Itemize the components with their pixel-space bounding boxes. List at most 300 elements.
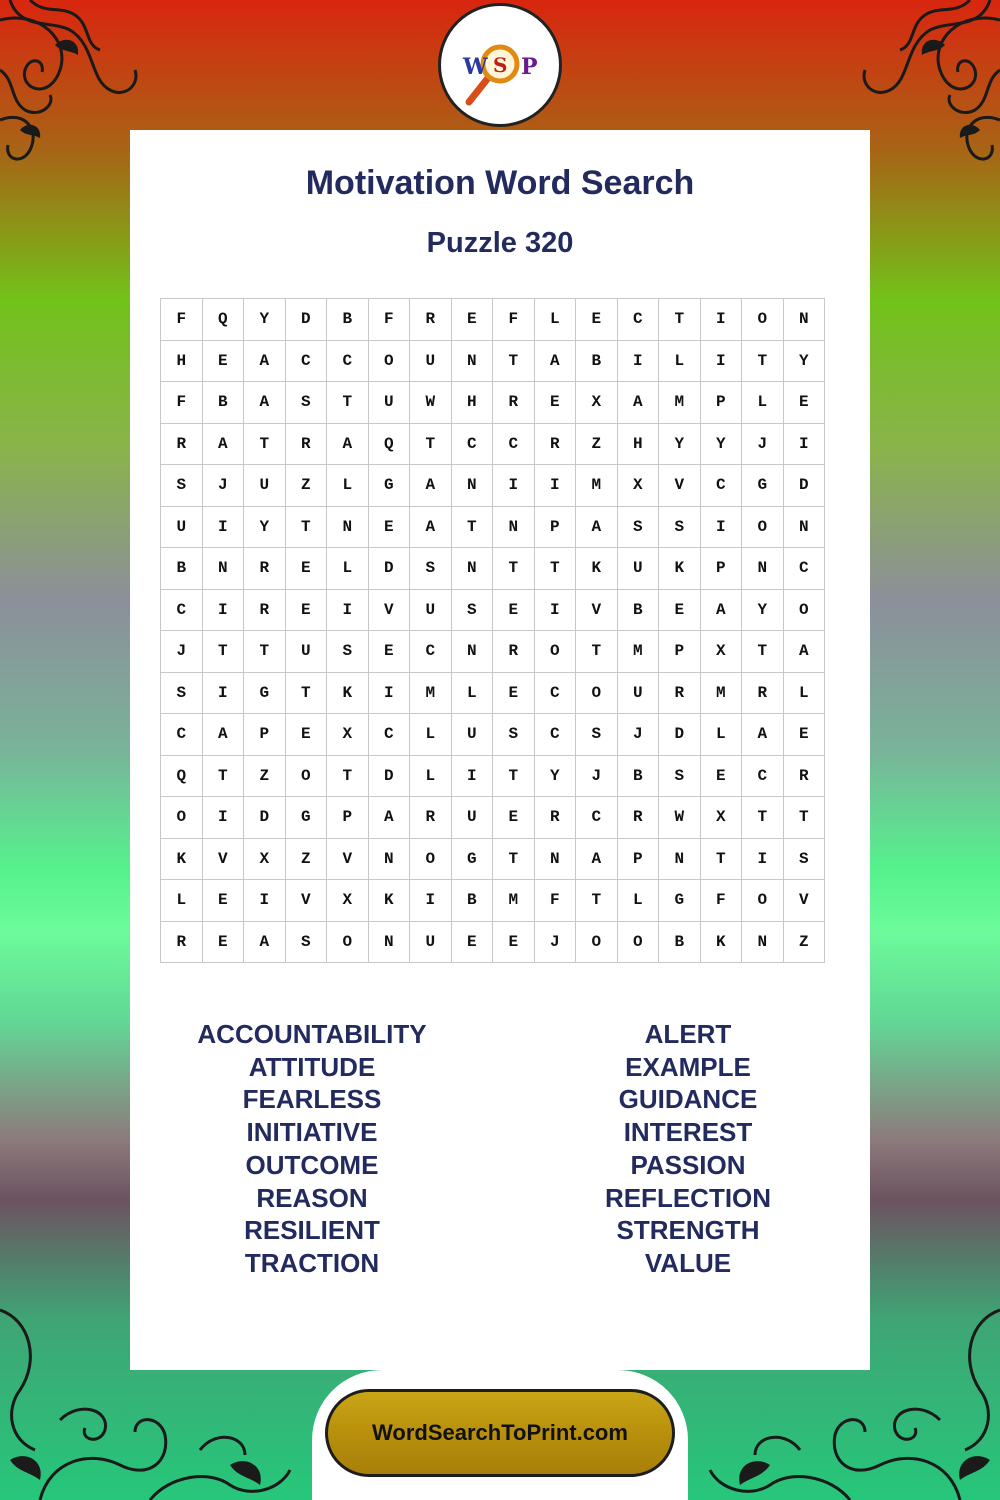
grid-cell[interactable]: R bbox=[493, 382, 535, 424]
grid-cell[interactable]: Y bbox=[534, 755, 576, 797]
grid-cell[interactable]: N bbox=[783, 299, 825, 341]
grid-row bbox=[161, 299, 825, 341]
grid-cell[interactable]: W bbox=[659, 797, 701, 839]
grid-cell[interactable]: E bbox=[659, 589, 701, 631]
grid-cell[interactable]: F bbox=[534, 880, 576, 922]
grid-cell[interactable]: A bbox=[410, 465, 452, 507]
grid-cell[interactable]: P bbox=[659, 631, 701, 673]
grid-cell[interactable]: C bbox=[410, 631, 452, 673]
grid-cell[interactable]: E bbox=[783, 382, 825, 424]
grid-row bbox=[161, 465, 825, 507]
grid-cell[interactable]: S bbox=[285, 921, 327, 963]
grid-cell[interactable]: N bbox=[451, 340, 493, 382]
word-item: EXAMPLE bbox=[625, 1051, 751, 1082]
grid-cell[interactable]: R bbox=[617, 797, 659, 839]
grid-cell[interactable]: B bbox=[617, 589, 659, 631]
grid-cell[interactable]: T bbox=[783, 797, 825, 839]
grid-cell[interactable]: S bbox=[783, 838, 825, 880]
word-item: ALERT bbox=[644, 1019, 732, 1049]
grid-cell[interactable]: N bbox=[534, 838, 576, 880]
grid-cell[interactable]: B bbox=[202, 382, 244, 424]
grid-cell[interactable]: C bbox=[617, 299, 659, 341]
grid-cell[interactable]: O bbox=[161, 797, 203, 839]
letter-grid bbox=[160, 298, 825, 963]
puzzle-panel bbox=[130, 130, 870, 1370]
grid-cell[interactable]: X bbox=[327, 880, 369, 922]
grid-cell[interactable]: A bbox=[244, 382, 286, 424]
logo-letter-p: P bbox=[521, 54, 538, 80]
grid-cell[interactable]: I bbox=[700, 299, 742, 341]
grid-cell[interactable]: Z bbox=[285, 838, 327, 880]
grid-cell[interactable]: O bbox=[576, 921, 618, 963]
grid-cell[interactable]: E bbox=[451, 921, 493, 963]
grid-cell[interactable]: R bbox=[244, 548, 286, 590]
grid-cell[interactable]: V bbox=[576, 589, 618, 631]
grid-cell[interactable]: T bbox=[493, 340, 535, 382]
grid-cell[interactable]: A bbox=[576, 506, 618, 548]
grid-cell[interactable]: L bbox=[700, 714, 742, 756]
grid-cell[interactable]: S bbox=[493, 714, 535, 756]
grid-cell[interactable]: R bbox=[534, 423, 576, 465]
grid-cell[interactable]: V bbox=[659, 465, 701, 507]
grid-cell[interactable]: H bbox=[617, 423, 659, 465]
grid-cell[interactable]: T bbox=[410, 423, 452, 465]
grid-row bbox=[161, 755, 825, 797]
grid-cell[interactable]: O bbox=[534, 631, 576, 673]
grid-row bbox=[161, 340, 825, 382]
grid-cell[interactable]: A bbox=[244, 340, 286, 382]
grid-cell[interactable]: A bbox=[410, 506, 452, 548]
page-title: Motivation Word Search bbox=[305, 164, 695, 202]
grid-cell[interactable]: E bbox=[493, 589, 535, 631]
grid-cell[interactable]: C bbox=[368, 714, 410, 756]
grid-cell[interactable]: T bbox=[700, 838, 742, 880]
grid-cell[interactable]: A bbox=[617, 382, 659, 424]
logo-letter-s: S bbox=[493, 53, 508, 77]
grid-cell[interactable]: I bbox=[700, 506, 742, 548]
grid-cell[interactable]: T bbox=[202, 631, 244, 673]
grid-cell[interactable]: D bbox=[285, 299, 327, 341]
grid-cell[interactable]: K bbox=[327, 672, 369, 714]
grid-cell[interactable]: Y bbox=[783, 340, 825, 382]
grid-cell[interactable]: E bbox=[202, 921, 244, 963]
grid-cell[interactable]: Z bbox=[244, 755, 286, 797]
grid-cell[interactable]: A bbox=[244, 921, 286, 963]
grid-cell[interactable]: U bbox=[410, 340, 452, 382]
grid-cell[interactable]: L bbox=[161, 880, 203, 922]
grid-cell[interactable]: P bbox=[327, 797, 369, 839]
grid-cell[interactable]: L bbox=[327, 465, 369, 507]
grid-cell[interactable]: A bbox=[700, 589, 742, 631]
grid-cell[interactable]: C bbox=[742, 755, 784, 797]
grid-cell[interactable]: U bbox=[617, 548, 659, 590]
grid-cell[interactable]: B bbox=[161, 548, 203, 590]
word-list-right bbox=[538, 1018, 838, 1280]
grid-cell[interactable]: I bbox=[451, 755, 493, 797]
grid-cell[interactable]: C bbox=[285, 340, 327, 382]
grid-cell[interactable]: U bbox=[161, 506, 203, 548]
word-item: VALUE bbox=[644, 1247, 732, 1278]
grid-cell[interactable]: R bbox=[161, 423, 203, 465]
grid-cell[interactable]: L bbox=[451, 672, 493, 714]
grid-cell[interactable]: Y bbox=[244, 299, 286, 341]
grid-cell[interactable]: R bbox=[285, 423, 327, 465]
grid-row bbox=[161, 589, 825, 631]
grid-cell[interactable]: W bbox=[410, 382, 452, 424]
grid-cell[interactable]: B bbox=[659, 921, 701, 963]
grid-cell[interactable]: T bbox=[493, 548, 535, 590]
grid-cell[interactable]: K bbox=[700, 921, 742, 963]
puzzle-number: Puzzle 320 bbox=[426, 227, 574, 259]
grid-cell[interactable]: N bbox=[783, 506, 825, 548]
grid-cell[interactable]: G bbox=[368, 465, 410, 507]
grid-cell[interactable]: B bbox=[451, 880, 493, 922]
grid-cell[interactable]: L bbox=[534, 299, 576, 341]
grid-cell[interactable]: L bbox=[783, 672, 825, 714]
grid-cell[interactable]: L bbox=[617, 880, 659, 922]
grid-cell[interactable]: K bbox=[576, 548, 618, 590]
grid-cell[interactable]: N bbox=[202, 548, 244, 590]
grid-cell[interactable]: N bbox=[368, 921, 410, 963]
grid-cell[interactable]: K bbox=[161, 838, 203, 880]
grid-cell[interactable]: T bbox=[742, 797, 784, 839]
grid-cell[interactable]: V bbox=[202, 838, 244, 880]
grid-cell[interactable]: T bbox=[493, 838, 535, 880]
grid-cell[interactable]: P bbox=[617, 838, 659, 880]
grid-cell[interactable]: R bbox=[783, 755, 825, 797]
word-item: RESILIENT bbox=[244, 1215, 380, 1246]
grid-cell[interactable]: G bbox=[451, 838, 493, 880]
grid-cell[interactable]: O bbox=[576, 672, 618, 714]
grid-cell[interactable]: I bbox=[202, 672, 244, 714]
grid-cell[interactable]: E bbox=[202, 880, 244, 922]
grid-cell[interactable]: O bbox=[742, 880, 784, 922]
grid-cell[interactable]: C bbox=[161, 589, 203, 631]
grid-cell[interactable]: X bbox=[576, 382, 618, 424]
grid-cell[interactable]: L bbox=[742, 382, 784, 424]
grid-cell[interactable]: N bbox=[659, 838, 701, 880]
grid-cell[interactable]: S bbox=[659, 506, 701, 548]
grid-cell[interactable]: N bbox=[368, 838, 410, 880]
grid-cell[interactable]: T bbox=[244, 631, 286, 673]
grid-cell[interactable]: L bbox=[410, 755, 452, 797]
grid-cell[interactable]: O bbox=[327, 921, 369, 963]
grid-cell[interactable]: P bbox=[244, 714, 286, 756]
grid-cell[interactable]: N bbox=[742, 921, 784, 963]
word-list-left bbox=[162, 1018, 462, 1280]
grid-row bbox=[161, 797, 825, 839]
grid-cell[interactable]: S bbox=[659, 755, 701, 797]
word-item: OUTCOME bbox=[245, 1149, 379, 1180]
grid-cell[interactable]: G bbox=[659, 880, 701, 922]
grid-cell[interactable]: F bbox=[161, 382, 203, 424]
grid-cell[interactable]: H bbox=[451, 382, 493, 424]
grid-cell[interactable]: I bbox=[368, 672, 410, 714]
grid-cell[interactable]: R bbox=[493, 631, 535, 673]
grid-cell[interactable]: T bbox=[534, 548, 576, 590]
grid-cell[interactable]: E bbox=[285, 589, 327, 631]
grid-cell[interactable]: J bbox=[534, 921, 576, 963]
grid-cell[interactable]: O bbox=[285, 755, 327, 797]
grid-cell[interactable]: V bbox=[285, 880, 327, 922]
grid-cell[interactable]: E bbox=[783, 714, 825, 756]
grid-cell[interactable]: Z bbox=[285, 465, 327, 507]
grid-cell[interactable]: S bbox=[327, 631, 369, 673]
grid-cell[interactable]: L bbox=[659, 340, 701, 382]
grid-cell[interactable]: R bbox=[244, 589, 286, 631]
grid-row bbox=[161, 672, 825, 714]
grid-row bbox=[161, 423, 825, 465]
grid-cell[interactable]: C bbox=[534, 714, 576, 756]
grid-cell[interactable]: Q bbox=[202, 299, 244, 341]
grid-cell[interactable]: Z bbox=[576, 423, 618, 465]
grid-cell[interactable]: Y bbox=[700, 423, 742, 465]
grid-cell[interactable]: D bbox=[659, 714, 701, 756]
grid-cell[interactable]: I bbox=[202, 797, 244, 839]
grid-cell[interactable]: P bbox=[700, 548, 742, 590]
grid-cell[interactable]: A bbox=[783, 631, 825, 673]
grid-cell[interactable]: N bbox=[451, 631, 493, 673]
word-item: REASON bbox=[256, 1182, 368, 1213]
magnifier-icon bbox=[441, 6, 559, 124]
grid-cell[interactable]: O bbox=[742, 506, 784, 548]
grid-row bbox=[161, 880, 825, 922]
grid-cell[interactable]: O bbox=[617, 921, 659, 963]
grid-cell[interactable]: D bbox=[783, 465, 825, 507]
grid-cell[interactable]: Y bbox=[659, 423, 701, 465]
grid-cell[interactable]: L bbox=[327, 548, 369, 590]
word-item: TRACTION bbox=[244, 1247, 380, 1278]
word-item: PASSION bbox=[630, 1149, 746, 1180]
grid-cell[interactable]: R bbox=[161, 921, 203, 963]
grid-cell[interactable]: V bbox=[327, 838, 369, 880]
grid-cell[interactable]: S bbox=[576, 714, 618, 756]
grid-cell[interactable]: P bbox=[534, 506, 576, 548]
grid-cell[interactable]: D bbox=[244, 797, 286, 839]
grid-cell[interactable]: N bbox=[451, 548, 493, 590]
grid-cell[interactable]: E bbox=[368, 506, 410, 548]
corner-ornament-top-right bbox=[850, 0, 1000, 170]
grid-cell[interactable]: J bbox=[576, 755, 618, 797]
grid-cell[interactable]: G bbox=[285, 797, 327, 839]
grid-cell[interactable]: R bbox=[410, 299, 452, 341]
grid-cell[interactable]: I bbox=[493, 465, 535, 507]
grid-cell[interactable]: C bbox=[493, 423, 535, 465]
grid-cell[interactable]: L bbox=[410, 714, 452, 756]
grid-cell[interactable]: K bbox=[659, 548, 701, 590]
grid-cell[interactable]: C bbox=[327, 340, 369, 382]
grid-cell[interactable]: I bbox=[534, 465, 576, 507]
grid-cell[interactable]: J bbox=[202, 465, 244, 507]
grid-cell[interactable]: T bbox=[493, 755, 535, 797]
grid-cell[interactable]: E bbox=[285, 714, 327, 756]
grid-cell[interactable]: F bbox=[700, 880, 742, 922]
grid-cell[interactable]: S bbox=[410, 548, 452, 590]
grid-row bbox=[161, 631, 825, 673]
grid-cell[interactable]: D bbox=[368, 548, 410, 590]
grid-cell[interactable]: V bbox=[368, 589, 410, 631]
grid-cell[interactable]: J bbox=[742, 423, 784, 465]
grid-cell[interactable]: O bbox=[410, 838, 452, 880]
grid-cell[interactable]: J bbox=[617, 714, 659, 756]
grid-cell[interactable]: E bbox=[202, 340, 244, 382]
corner-ornament-top-left bbox=[0, 0, 150, 170]
grid-cell[interactable]: D bbox=[368, 755, 410, 797]
word-item: STRENGTH bbox=[616, 1215, 760, 1246]
grid-cell[interactable]: Y bbox=[742, 589, 784, 631]
grid-cell[interactable]: N bbox=[451, 465, 493, 507]
grid-cell[interactable]: E bbox=[451, 299, 493, 341]
grid-cell[interactable]: R bbox=[742, 672, 784, 714]
grid-cell[interactable]: P bbox=[700, 382, 742, 424]
grid-cell[interactable]: R bbox=[534, 797, 576, 839]
grid-cell[interactable]: T bbox=[742, 631, 784, 673]
grid-cell[interactable]: B bbox=[617, 755, 659, 797]
grid-cell[interactable]: E bbox=[534, 382, 576, 424]
grid-cell[interactable]: C bbox=[700, 465, 742, 507]
logo-letter-w: W bbox=[463, 54, 488, 80]
grid-cell[interactable]: I bbox=[617, 340, 659, 382]
grid-cell[interactable]: E bbox=[285, 548, 327, 590]
grid-cell[interactable]: Y bbox=[244, 506, 286, 548]
grid-cell[interactable]: U bbox=[410, 921, 452, 963]
word-item: ACCOUNTABILITY bbox=[197, 1019, 427, 1049]
grid-cell[interactable]: R bbox=[410, 797, 452, 839]
grid-cell[interactable]: I bbox=[202, 506, 244, 548]
grid-cell[interactable]: X bbox=[700, 631, 742, 673]
grid-row bbox=[161, 506, 825, 548]
grid-cell[interactable]: C bbox=[783, 548, 825, 590]
grid-cell[interactable]: S bbox=[451, 589, 493, 631]
grid-cell[interactable]: K bbox=[368, 880, 410, 922]
grid-cell[interactable]: X bbox=[617, 465, 659, 507]
grid-cell[interactable]: M bbox=[576, 465, 618, 507]
grid-cell[interactable]: F bbox=[493, 299, 535, 341]
grid-cell[interactable]: T bbox=[285, 506, 327, 548]
grid-cell[interactable]: G bbox=[742, 465, 784, 507]
grid-cell[interactable]: R bbox=[659, 672, 701, 714]
grid-cell[interactable]: S bbox=[285, 382, 327, 424]
grid-cell[interactable]: I bbox=[202, 589, 244, 631]
word-item: REFLECTION bbox=[604, 1182, 772, 1213]
grid-cell[interactable]: S bbox=[161, 672, 203, 714]
word-item: ATTITUDE bbox=[248, 1051, 376, 1082]
grid-cell[interactable]: H bbox=[161, 340, 203, 382]
grid-cell[interactable]: M bbox=[410, 672, 452, 714]
grid-cell[interactable]: I bbox=[410, 880, 452, 922]
grid-cell[interactable]: E bbox=[493, 672, 535, 714]
grid-cell[interactable]: M bbox=[493, 880, 535, 922]
grid-cell[interactable]: E bbox=[493, 921, 535, 963]
grid-cell[interactable]: U bbox=[617, 672, 659, 714]
grid-cell[interactable]: A bbox=[576, 838, 618, 880]
grid-row bbox=[161, 714, 825, 756]
grid-cell[interactable]: M bbox=[700, 672, 742, 714]
grid-cell[interactable]: U bbox=[451, 714, 493, 756]
grid-cell[interactable]: T bbox=[327, 382, 369, 424]
grid-cell[interactable]: N bbox=[493, 506, 535, 548]
grid-cell[interactable]: B bbox=[576, 340, 618, 382]
grid-row bbox=[161, 921, 825, 963]
grid-cell[interactable]: I bbox=[244, 880, 286, 922]
website-link-button[interactable]: WordSearchToPrint.com bbox=[325, 1389, 675, 1477]
grid-cell[interactable]: G bbox=[244, 672, 286, 714]
grid-cell[interactable]: I bbox=[534, 589, 576, 631]
grid-cell[interactable]: U bbox=[410, 589, 452, 631]
grid-cell[interactable]: U bbox=[244, 465, 286, 507]
grid-cell[interactable]: J bbox=[161, 631, 203, 673]
word-item: FEARLESS bbox=[242, 1084, 382, 1115]
grid-cell[interactable]: E bbox=[368, 631, 410, 673]
site-logo[interactable] bbox=[438, 3, 562, 127]
grid-cell[interactable]: T bbox=[742, 340, 784, 382]
grid-cell[interactable]: N bbox=[742, 548, 784, 590]
grid-cell[interactable]: A bbox=[202, 714, 244, 756]
grid-cell[interactable]: U bbox=[285, 631, 327, 673]
grid-cell[interactable]: U bbox=[368, 382, 410, 424]
grid-cell[interactable]: X bbox=[700, 797, 742, 839]
grid-cell[interactable]: X bbox=[244, 838, 286, 880]
grid-cell[interactable]: I bbox=[783, 423, 825, 465]
grid-cell[interactable]: O bbox=[368, 340, 410, 382]
grid-cell[interactable]: I bbox=[700, 340, 742, 382]
grid-cell[interactable]: O bbox=[742, 299, 784, 341]
grid-cell[interactable]: N bbox=[327, 506, 369, 548]
grid-cell[interactable]: Q bbox=[161, 755, 203, 797]
grid-cell[interactable]: C bbox=[534, 672, 576, 714]
grid-cell[interactable]: A bbox=[202, 423, 244, 465]
grid-cell[interactable]: A bbox=[327, 423, 369, 465]
grid-cell[interactable]: C bbox=[576, 797, 618, 839]
word-item: GUIDANCE bbox=[618, 1084, 758, 1115]
grid-cell[interactable]: M bbox=[617, 631, 659, 673]
grid-cell[interactable]: U bbox=[451, 797, 493, 839]
grid-cell[interactable]: Z bbox=[783, 921, 825, 963]
grid-cell[interactable]: T bbox=[576, 631, 618, 673]
grid-cell[interactable]: I bbox=[742, 838, 784, 880]
grid-cell[interactable]: X bbox=[327, 714, 369, 756]
grid-cell[interactable]: S bbox=[617, 506, 659, 548]
grid-cell[interactable]: B bbox=[327, 299, 369, 341]
grid-cell[interactable]: S bbox=[161, 465, 203, 507]
grid-cell[interactable]: A bbox=[742, 714, 784, 756]
grid-cell[interactable]: E bbox=[493, 797, 535, 839]
grid-row bbox=[161, 838, 825, 880]
grid-cell[interactable]: E bbox=[576, 299, 618, 341]
grid-cell[interactable]: T bbox=[285, 672, 327, 714]
grid-cell[interactable]: F bbox=[368, 299, 410, 341]
grid-cell[interactable]: T bbox=[576, 880, 618, 922]
word-item: INITIATIVE bbox=[246, 1117, 378, 1148]
grid-cell[interactable]: O bbox=[783, 589, 825, 631]
grid-cell[interactable]: C bbox=[161, 714, 203, 756]
grid-cell[interactable]: E bbox=[700, 755, 742, 797]
grid-cell[interactable]: V bbox=[783, 880, 825, 922]
grid-cell[interactable]: Q bbox=[368, 423, 410, 465]
grid-cell[interactable]: T bbox=[202, 755, 244, 797]
grid-cell[interactable]: T bbox=[327, 755, 369, 797]
grid-cell[interactable]: F bbox=[161, 299, 203, 341]
grid-cell[interactable]: I bbox=[327, 589, 369, 631]
grid-cell[interactable]: T bbox=[659, 299, 701, 341]
grid-cell[interactable]: T bbox=[244, 423, 286, 465]
grid-cell[interactable]: A bbox=[368, 797, 410, 839]
grid-cell[interactable]: M bbox=[659, 382, 701, 424]
grid-row bbox=[161, 382, 825, 424]
grid-cell[interactable]: T bbox=[451, 506, 493, 548]
grid-cell[interactable]: A bbox=[534, 340, 576, 382]
grid-cell[interactable]: C bbox=[451, 423, 493, 465]
